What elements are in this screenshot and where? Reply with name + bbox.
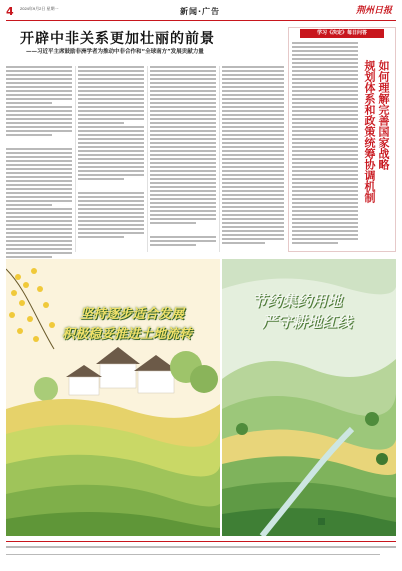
section-title: 新闻·广告 (180, 7, 221, 16)
study-qa-body (292, 42, 358, 246)
footer-info (6, 546, 396, 557)
issue-date: 2024年9月2日 星期一 (20, 6, 59, 11)
body-subtitle-2 (78, 183, 144, 189)
column-divider (219, 66, 220, 252)
body-column-4 (222, 66, 284, 246)
ad-illustration-left (6, 259, 220, 536)
article-subheadline: ——习近平主席鼓励非洲学者为推动中非合作和“全球南方”发展贡献力量 (26, 49, 204, 55)
newspaper-logo: 荆州日报 (356, 6, 393, 16)
study-qa-banner: 学习《决定》每日问答 (300, 29, 384, 38)
ad-sponsor-tag (318, 518, 325, 525)
body-column-2 (78, 66, 144, 240)
study-qa-title-2: 规划体系和政策统筹协调机制 (363, 60, 376, 203)
ad-slogan-left-2: 积极稳妥推进土地流转 (62, 327, 193, 342)
header-rule (6, 20, 396, 21)
footer-rule (6, 541, 396, 542)
ad-slogan-left-1: 坚持逐步适合发展 (80, 307, 185, 322)
farm-landscape-image (6, 259, 220, 536)
column-divider (75, 66, 76, 252)
body-subtitle-3 (150, 227, 216, 233)
ad-slogan-right-1: 节约集约用地 (252, 292, 343, 310)
study-qa-title-1: 如何理解完善国家战略 (377, 60, 390, 170)
body-subtitle-1 (6, 139, 72, 145)
article-headline: 开辟中非关系更加壮丽的前景 (20, 31, 215, 47)
body-column-1 (6, 66, 72, 260)
page-number: 4 (6, 5, 14, 18)
column-divider (147, 66, 148, 252)
body-column-3 (150, 66, 216, 248)
ad-slogan-right-2: 严守耕地红线 (262, 313, 353, 331)
